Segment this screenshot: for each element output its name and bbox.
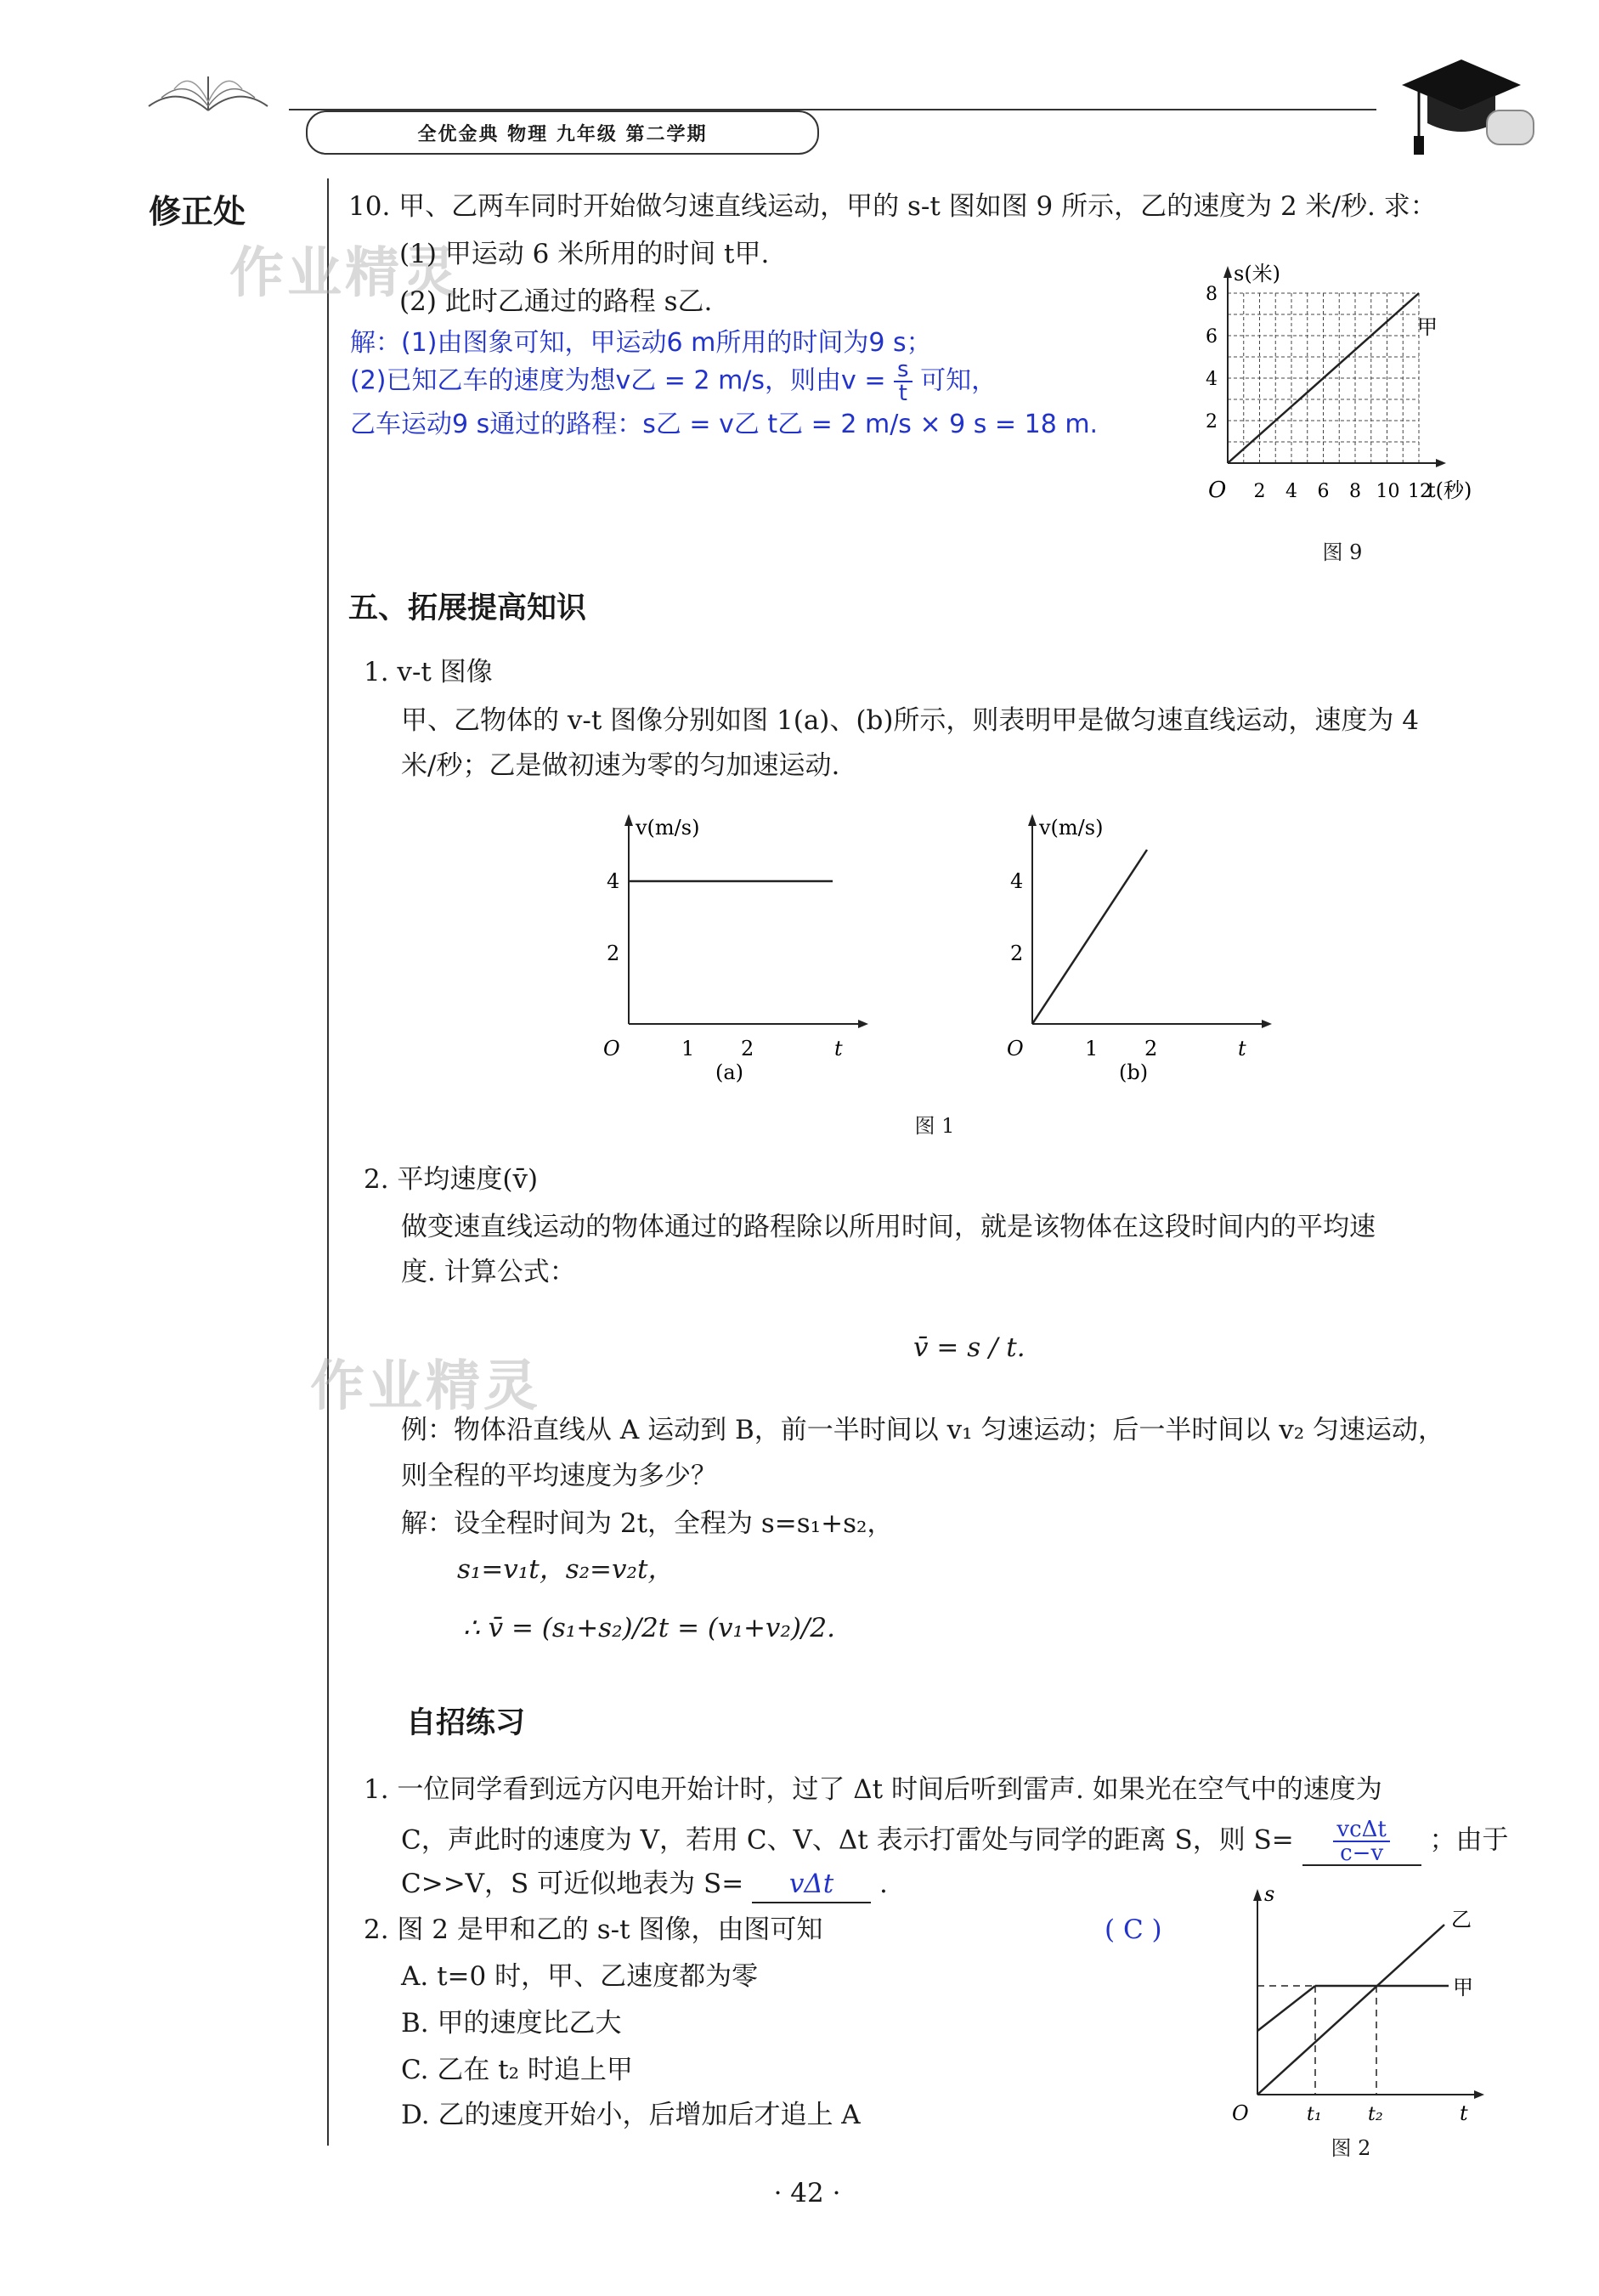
fig1a-origin: O	[603, 1037, 620, 1060]
fig1a-ytick-4: 4	[607, 869, 620, 893]
q10-answer-1: 解：(1)由图象可知，甲运动6 m所用的时间为9 s；	[350, 328, 932, 358]
practice-title: 自招练习	[406, 1706, 526, 1740]
fig1a-xlabel: t	[834, 1037, 843, 1060]
item1-line2: 米/秒；乙是做初速为零的匀加速运动.	[401, 750, 840, 781]
fig9-xtick-label: 2	[1253, 481, 1266, 502]
item2-line2: 度. 计算公式：	[401, 1257, 576, 1287]
fig1b-x-arrow	[1262, 1020, 1272, 1028]
q10-part2: (2) 此时乙通过的路程 s乙.	[399, 286, 713, 317]
fig2-x-arrow	[1474, 2090, 1484, 2099]
fig1b-ylabel: v(m/s)	[1039, 816, 1104, 840]
fig1b-ytick-2: 2	[1010, 942, 1024, 965]
answer-blank-2[interactable]: vΔt	[752, 1866, 871, 1903]
q10-answer-2-text: (2)已知乙车的速度为想v乙 = 2 m/s，则由v =	[350, 365, 886, 396]
item1-line1: 甲、乙物体的 v-t 图像分别如图 1(a)、(b)所示，则表明甲是做匀速直线运动，速度为 4	[401, 705, 1420, 736]
item2-solution-2: s₁=v₁t，s₂=v₂t，	[457, 1554, 675, 1585]
figure-2	[1206, 1882, 1495, 2129]
margin-note: 修正处	[149, 193, 246, 230]
fig9-xtick-label: 4	[1285, 481, 1297, 502]
fig9-ytick-label: 4	[1206, 369, 1218, 390]
fig9-line-label: 甲	[1417, 315, 1438, 339]
fig9-ytick-label: 6	[1206, 326, 1218, 348]
fig1a-xtick-2: 2	[741, 1037, 754, 1060]
practice-q1-line3	[401, 1866, 888, 1903]
fig9-ylabel: s(米)	[1234, 262, 1281, 286]
fig9-origin: O	[1208, 478, 1227, 503]
fig9-xtick-label: 10	[1376, 481, 1400, 502]
fig1a-ytick-2: 2	[607, 942, 620, 965]
fig2-origin: O	[1232, 2101, 1249, 2125]
fig1a-label: (a)	[715, 1060, 744, 1084]
q10-answer-2	[350, 359, 997, 404]
figure-1a	[578, 807, 884, 1096]
q10-answer-2-tail: 可知，	[920, 365, 997, 396]
fig2-caption: 图 2	[1331, 2136, 1371, 2160]
watermark: 作业精灵	[229, 242, 460, 305]
practice-q1-line3-text: C>>V，S 可近似地表为 S=	[401, 1869, 744, 1899]
item2-example-2: 则全程的平均速度为多少？	[401, 1461, 717, 1491]
fig1a-y-arrow	[624, 814, 633, 826]
fig9-ytick-label: 8	[1206, 284, 1218, 305]
item2-line1: 做变速直线运动的物体通过的路程除以所用时间，就是该物体在这段时间内的平均速	[401, 1212, 1376, 1242]
q10-answer-3: 乙车运动9 s通过的路程：s乙 = v乙 t乙 = 2 m/s × 9 s = 18 m.	[350, 410, 1099, 439]
practice-q2-option-d[interactable]: D. 乙的速度开始小，后增加后才追上 A	[401, 2100, 861, 2130]
practice-q2-option-a[interactable]: A. t=0 时，甲、乙速度都为零	[401, 1961, 759, 1992]
book-icon	[144, 59, 272, 119]
practice-q2-option-b[interactable]: B. 甲的速度比乙大	[401, 2008, 622, 2039]
practice-q1-line1: 1. 一位同学看到远方闪电开始计时，过了 Δt 时间后听到雷声. 如果光在空气中的速度为	[364, 1774, 1382, 1805]
item2-example-1: 例：物体沿直线从 A 运动到 B，前一半时间以 v₁ 匀速运动；后一半时间以 v₂ 匀速运动，	[401, 1415, 1445, 1445]
fig1a-x-arrow	[858, 1020, 868, 1028]
fig1b-y-arrow	[1028, 814, 1037, 826]
fig1b-label: (b)	[1119, 1060, 1149, 1084]
practice-q2-answer[interactable]: ( C )	[1105, 1914, 1162, 1945]
fig1-caption: 图 1	[914, 1114, 955, 1138]
fig2-label-yi: 乙	[1451, 1908, 1472, 1931]
practice-q1-line2-tail: ；由于	[1429, 1824, 1509, 1856]
header-title: 全优金典 物理 九年级 第二学期	[306, 110, 819, 155]
practice-q1-line2-text: C，声此时的速度为 V，若用 C、V、Δt 表示打雷处与同学的距离 S，则 S=	[401, 1824, 1294, 1856]
fig1b-series	[1032, 850, 1147, 1024]
practice-q1-line2	[401, 1818, 1509, 1866]
item2-solution-3: ∴ v̄ = (s₁+s₂)/2t = (v₁+v₂)/2.	[463, 1613, 835, 1643]
q10-part1: (1) 甲运动 6 米所用的时间 t甲.	[399, 239, 770, 269]
fig9-caption: 图 9	[1322, 540, 1363, 564]
fraction-s-over-t: $\frac{s}{t}$	[894, 359, 913, 404]
fig9-ytick-label: 2	[1206, 411, 1218, 433]
figure-9	[1189, 259, 1504, 514]
fig2-label-jia: 甲	[1453, 1976, 1473, 1999]
graduation-cap-icon	[1393, 51, 1538, 161]
fig9-xticks	[1254, 481, 1432, 502]
fig1a-xtick-1: 1	[681, 1037, 695, 1060]
fig2-t1: t₁	[1307, 2104, 1322, 2125]
fig9-xlabel: t(秒)	[1427, 478, 1472, 502]
fig9-x-arrow	[1436, 459, 1446, 467]
watermark: 作业精灵	[310, 1355, 541, 1418]
fig9-xtick-label: 12	[1408, 481, 1432, 502]
fig2-series-jia-rise	[1257, 1986, 1315, 2031]
practice-q2-stem: 2. 图 2 是甲和乙的 s-t 图像，由图可知	[364, 1914, 823, 1945]
section-5-title: 五、拓展提高知识	[348, 591, 587, 625]
fig1b-xlabel: t	[1238, 1037, 1246, 1060]
practice-q2-option-c[interactable]: C. 乙在 t₂ 时追上甲	[401, 2055, 633, 2085]
fig2-y-arrow	[1253, 1889, 1262, 1901]
item2-solution-1: 解：设全程时间为 2t，全程为 s=s₁+s₂，	[401, 1508, 894, 1539]
figure-1b	[981, 807, 1287, 1096]
fig2-xlabel: t	[1460, 2101, 1468, 2125]
fig1b-xtick-1: 1	[1085, 1037, 1099, 1060]
margin-rule	[327, 178, 329, 2146]
fig1b-origin: O	[1007, 1037, 1024, 1060]
item1-heading: 1. v-t 图像	[364, 657, 493, 687]
fig2-ylabel: s	[1264, 1882, 1275, 1906]
item2-heading: 2. 平均速度(v̄)	[364, 1164, 539, 1195]
fig1b-xtick-2: 2	[1144, 1037, 1158, 1060]
fig9-y-arrow	[1223, 266, 1232, 278]
page-number: · 42 ·	[773, 2178, 841, 2208]
fig1a-ylabel: v(m/s)	[636, 816, 700, 840]
fig9-yticks	[1206, 284, 1218, 433]
fig1b-ytick-4: 4	[1010, 869, 1024, 893]
fig9-xtick-label: 6	[1317, 481, 1330, 502]
fraction-vcdt-over-c-minus-v: $\frac{\text{vcΔt}}{c-v}$	[1333, 1818, 1389, 1864]
fig2-t2: t₂	[1368, 2104, 1383, 2125]
q10-stem: 10. 甲、乙两车同时开始做匀速直线运动，甲的 s-t 图如图 9 所示，乙的速度为 2 米/秒. 求：	[348, 191, 1437, 222]
practice-q1-line3-tail: .	[879, 1869, 888, 1899]
answer-blank-1[interactable]	[1302, 1818, 1421, 1866]
fig9-xtick-label: 8	[1349, 481, 1361, 502]
item2-formula: v̄ = s / t.	[913, 1332, 1026, 1363]
